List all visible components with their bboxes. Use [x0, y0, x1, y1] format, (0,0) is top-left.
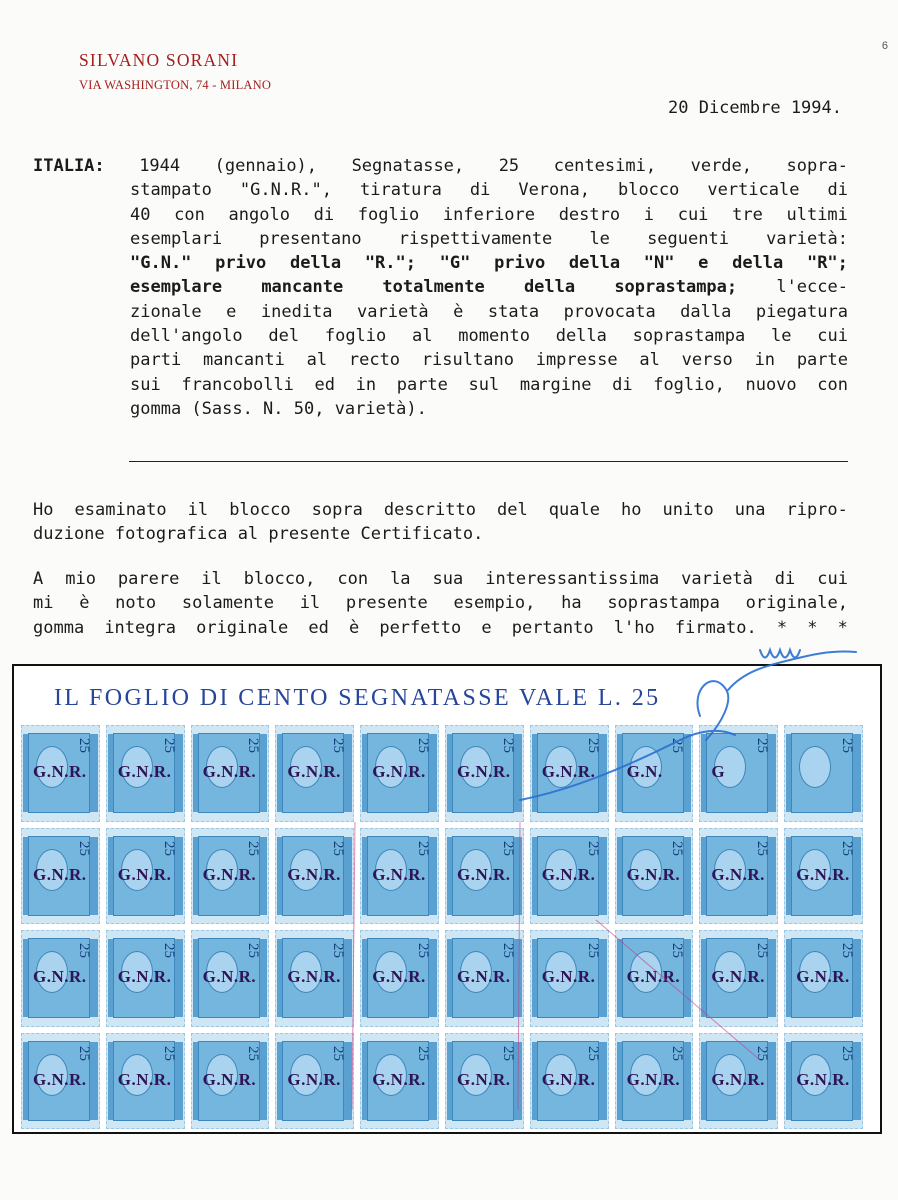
word: Segnatasse, [351, 156, 465, 176]
word: la [390, 569, 411, 589]
word: "R."; [364, 253, 416, 274]
stamp-value: 25 [669, 738, 686, 753]
overprint: G.N.R. [796, 864, 850, 884]
word: verticale [707, 180, 800, 201]
word: di [313, 204, 335, 225]
overprint: G.N.R. [117, 762, 172, 781]
word: gomma [33, 617, 85, 638]
word: seguenti [647, 228, 729, 249]
word: Verona, [518, 180, 590, 201]
word: è [79, 593, 90, 614]
overprint: G.N.R. [541, 864, 596, 884]
word: parere [117, 569, 180, 589]
word: varietà [357, 301, 429, 322]
stamp-value: 25 [160, 943, 177, 958]
stamp-sheet-photo [12, 664, 882, 1134]
stamp [360, 930, 439, 1027]
overprint: G.N.R. [202, 967, 257, 986]
word: ha [561, 593, 582, 614]
word: soprastampa; [614, 277, 738, 298]
stamp-value: 25 [330, 943, 347, 958]
stamp-value: 25 [414, 840, 431, 856]
word: originale [196, 617, 289, 638]
stamp [360, 828, 439, 925]
stamp-value: 25 [245, 1045, 262, 1061]
word: "R"; [806, 253, 848, 274]
word: di [827, 180, 848, 201]
sheet-margin-inscription: IL FOGLIO DI CENTO SEGNATASSE VALE L. 25 [54, 685, 661, 711]
text-line [33, 324, 848, 348]
stamp [699, 1033, 778, 1130]
word: Ho [33, 500, 54, 520]
word: ed [314, 374, 336, 395]
signature-stroke [760, 650, 800, 658]
stamp [615, 930, 694, 1027]
letterhead [79, 50, 271, 93]
text-line [33, 567, 848, 591]
stamp-value: 25 [245, 738, 262, 753]
stamp [21, 930, 100, 1027]
stamp-value: 25 [584, 1045, 601, 1061]
stamp-value: 25 [414, 943, 431, 958]
word: di [612, 374, 633, 395]
word: e [226, 301, 237, 322]
overprint: G.N.R. [287, 762, 341, 781]
word: della [568, 253, 621, 274]
overprint: G.N.R. [796, 967, 850, 986]
stamp-value: 25 [669, 840, 686, 856]
word: l'ho [613, 617, 655, 638]
stamp [530, 725, 609, 822]
stamp-value: 25 [584, 738, 601, 753]
text-line [33, 373, 848, 397]
stamp [699, 725, 778, 822]
word: privo [215, 253, 267, 274]
word: blocco, [243, 569, 316, 589]
word: sua [432, 569, 464, 589]
text-line [33, 348, 848, 372]
stamp [106, 1033, 185, 1130]
word: in [355, 374, 377, 395]
text-line [33, 154, 848, 178]
overprint: G.N. [626, 762, 663, 781]
stamp [106, 725, 185, 822]
stamp-value: 25 [838, 840, 855, 856]
word: * [776, 617, 788, 638]
overprint: G.N.R. [33, 1069, 87, 1089]
overprint: G.N.R. [711, 1069, 765, 1089]
description-underline [129, 461, 848, 462]
word: parte [796, 350, 848, 371]
stamp-value: 25 [75, 943, 92, 958]
word: parte [396, 374, 448, 395]
word: foglio [324, 326, 387, 347]
overprint: G.N.R. [33, 762, 87, 781]
stamp-value: 25 [499, 840, 516, 856]
word: totalmente [382, 277, 485, 298]
overprint: G.N.R. [626, 864, 681, 884]
overprint: G.N.R. [541, 1069, 596, 1089]
text-run: gomma (Sass. N. 50, varietà). [130, 398, 427, 419]
word: ed [308, 617, 329, 638]
stamp [445, 828, 524, 925]
word: sopra [311, 500, 363, 520]
word: al [639, 350, 660, 371]
word: 25 [498, 156, 520, 176]
stamp [784, 930, 863, 1027]
stamp-value: 25 [160, 1045, 177, 1061]
word: il [201, 569, 222, 589]
stamp [106, 930, 185, 1027]
stamp [615, 828, 694, 925]
overprint: G.N.R. [711, 967, 765, 986]
stamp [784, 828, 863, 925]
word: l'ecce- [776, 277, 848, 298]
word: e [481, 617, 492, 638]
word: * [807, 617, 818, 638]
stamp [275, 1033, 354, 1130]
word: "G.N.R.", [239, 180, 332, 201]
text-line [33, 300, 848, 324]
text-line [33, 227, 848, 251]
stamp-value: 25 [584, 840, 601, 856]
word: al [306, 350, 328, 371]
stamp-value: 25 [838, 943, 855, 958]
overprint: G.N.R. [457, 864, 511, 884]
overprint: G.N.R. [457, 1069, 511, 1089]
word: solamente [181, 593, 274, 614]
stamp-value: 25 [754, 1045, 771, 1061]
word: il [299, 593, 321, 614]
stamp-value: 25 [499, 943, 516, 958]
word: foglio [357, 204, 420, 225]
overprint: G.N.R. [287, 1069, 341, 1089]
stamp-value: 25 [669, 1045, 686, 1061]
word: 40 [130, 204, 151, 225]
word: quale [548, 500, 600, 520]
word: interessantissima [485, 569, 660, 589]
stamp [360, 725, 439, 822]
word: sopra- [786, 156, 848, 176]
word: parti [130, 350, 182, 371]
word: in [754, 350, 776, 371]
text-line [33, 203, 848, 227]
overprint: G.N.R. [202, 1069, 257, 1089]
word: privo [494, 253, 546, 274]
word: le [771, 326, 792, 347]
overprint: G.N.R. [33, 864, 87, 884]
word: del [497, 500, 528, 520]
word: ripro- [786, 500, 848, 520]
stamp-value: 25 [838, 1045, 855, 1061]
word: provocata [563, 301, 656, 322]
word: tiratura [359, 180, 442, 201]
stamp [530, 930, 609, 1027]
overprint: G.N.R. [541, 762, 596, 781]
word: stata [487, 301, 540, 322]
text-line [33, 397, 848, 421]
stamp-value: 25 [330, 738, 347, 753]
stamp-value: 25 [75, 738, 92, 753]
word: mi [33, 593, 54, 614]
stamp-value: 25 [499, 738, 516, 753]
word: sul [468, 374, 500, 395]
text-line [33, 616, 848, 640]
text-line [33, 522, 848, 546]
word: rispettivamente [398, 228, 553, 249]
word: "G.N." [130, 253, 192, 274]
overprint: G.N.R. [457, 967, 511, 986]
word: dalla [680, 301, 732, 322]
stamp-value: 25 [754, 943, 771, 958]
word: "G" [439, 253, 471, 274]
word: risultano [421, 350, 514, 371]
word: integra [104, 617, 176, 638]
overprint: G.N.R. [287, 864, 341, 884]
overprint: G.N.R. [626, 1069, 681, 1089]
stamp-value: 25 [245, 943, 262, 958]
word: della [289, 253, 342, 274]
word: A [33, 569, 44, 589]
stamp [21, 1033, 100, 1130]
word: e [698, 253, 709, 274]
word: cui [817, 569, 848, 589]
word: le [589, 228, 610, 249]
word: noto [115, 593, 157, 614]
stamp [445, 1033, 524, 1130]
word: francobolli [181, 374, 294, 395]
stamp-value: 25 [414, 738, 431, 753]
word: soprastampa [607, 593, 720, 614]
word: della [523, 277, 576, 298]
word: di [469, 180, 491, 201]
stamp [191, 828, 270, 925]
word: unito [662, 500, 714, 520]
word: cui [677, 204, 709, 225]
word: stampato [130, 180, 212, 201]
word: una [734, 500, 766, 520]
stamp-value: 25 [330, 1045, 347, 1061]
word: descritto [383, 500, 476, 520]
word: dell'angolo [130, 326, 243, 347]
word: di [774, 569, 796, 589]
word: nuovo [745, 374, 797, 395]
word: impresse [535, 350, 618, 371]
word: sui [130, 374, 161, 395]
word: * [837, 617, 848, 638]
word: verde, [690, 156, 753, 176]
word: angolo [228, 204, 290, 225]
word: ho [620, 500, 642, 520]
word: è [453, 301, 464, 322]
overprint: G.N.R. [33, 967, 87, 986]
word: ITALIA: [33, 156, 105, 176]
word: il [187, 500, 209, 520]
opinion-paragraph [33, 567, 848, 640]
stamp-value: 25 [330, 840, 347, 856]
stamp [191, 1033, 270, 1130]
stamp-value: 25 [754, 738, 771, 753]
overprint: G.N.R. [796, 1069, 850, 1089]
word: della [555, 326, 607, 347]
word: al [412, 326, 433, 347]
word: perfetto [379, 617, 462, 638]
overprint: G.N.R. [117, 967, 172, 986]
stamp [699, 930, 778, 1027]
stamp-value: 25 [838, 738, 855, 753]
word: pertanto [511, 617, 594, 638]
overprint: G.N.R. [541, 967, 596, 986]
word: i [643, 204, 655, 225]
text-line [33, 178, 848, 202]
word: margine [519, 374, 592, 395]
stamp-block [18, 722, 866, 1132]
word: mio [65, 569, 96, 589]
text-run: duzione fotografica al presente Certificato. [33, 524, 484, 545]
letterhead-address: VIA WASHINGTON, 74 - MILANO [79, 78, 272, 92]
overprint: G.N.R. [287, 967, 341, 986]
word: mancante [261, 277, 344, 298]
word: foglio, [653, 374, 725, 395]
text-line [33, 591, 848, 615]
stamp-description [33, 154, 848, 421]
word: cui [817, 326, 848, 347]
word: esemplari [130, 228, 223, 249]
stamp [275, 930, 354, 1027]
word: zionale [130, 301, 202, 322]
word: con [817, 374, 848, 395]
stamp-emblem [799, 746, 831, 788]
overprint: G.N.R. [117, 864, 172, 884]
overprint: G.N.R. [202, 762, 257, 781]
word: blocco [229, 500, 291, 520]
word: esaminato [74, 500, 167, 520]
stamp [275, 725, 354, 822]
word: è [348, 617, 360, 638]
word: "N" [643, 253, 675, 274]
certificate-date: 20 Dicembre 1994. [668, 98, 842, 118]
stamp [530, 1033, 609, 1130]
stamp [106, 828, 185, 925]
word: (gennaio), [214, 156, 318, 176]
word: blocco [617, 180, 680, 201]
stamp-value: 25 [754, 840, 771, 856]
text-line [33, 498, 848, 522]
word: con [174, 204, 205, 225]
word: mancanti [202, 350, 285, 371]
stamp [784, 725, 863, 822]
overprint: G.N.R. [117, 1069, 172, 1089]
overprint: G.N.R. [457, 762, 511, 781]
word: inferiore [442, 204, 536, 225]
word: recto [348, 350, 401, 371]
word: momento [458, 326, 530, 347]
stamp [784, 1033, 863, 1130]
stamp-value: 25 [160, 738, 177, 753]
stamp-value: 25 [75, 840, 92, 856]
stamp [21, 828, 100, 925]
word: piegatura [755, 301, 848, 322]
stamp [699, 828, 778, 925]
word: tre [732, 204, 763, 225]
word: 1944 [139, 156, 181, 176]
word: centesimi, [553, 156, 657, 176]
corner-mark: 6 [881, 40, 888, 52]
word: esempio, [453, 593, 536, 614]
stamp [21, 725, 100, 822]
stamp [445, 930, 524, 1027]
stamp-value: 25 [669, 943, 686, 958]
text-line [33, 251, 848, 275]
stamp [615, 725, 694, 822]
stamp [445, 725, 524, 822]
stamp [275, 828, 354, 925]
word: presente [345, 593, 428, 614]
word: firmato. [674, 617, 757, 638]
text-line [33, 275, 848, 299]
overprint: G.N.R. [372, 1069, 426, 1089]
overprint: G.N.R. [372, 864, 426, 884]
stamp [360, 1033, 439, 1130]
stamp-value: 25 [584, 943, 601, 958]
word: del [268, 326, 300, 347]
word: ultimi [786, 204, 848, 225]
examination-paragraph [33, 498, 848, 547]
word: originale, [745, 593, 848, 614]
overprint: G.N.R. [372, 762, 426, 781]
word: varietà [681, 569, 753, 589]
stamp [191, 930, 270, 1027]
word: destro [558, 204, 621, 225]
stamp-value: 25 [499, 1045, 516, 1061]
word: della [732, 253, 784, 274]
stamp-value: 25 [75, 1045, 92, 1061]
word: con [337, 569, 369, 589]
word: presentano [259, 228, 362, 249]
stamp-value: 25 [245, 840, 262, 856]
word: esemplare [130, 277, 223, 298]
word: varietà: [766, 228, 848, 249]
word: soprastampa [632, 326, 746, 347]
stamp [530, 828, 609, 925]
stamp-value: 25 [414, 1045, 431, 1061]
stamp [191, 725, 270, 822]
word: verso [681, 350, 733, 371]
overprint: G.N.R. [202, 864, 257, 884]
overprint: G [711, 762, 726, 781]
stamp [615, 1033, 694, 1130]
stamp-value: 25 [160, 840, 177, 856]
overprint: G.N.R. [626, 967, 681, 986]
word: inedita [260, 301, 333, 322]
overprint: G.N.R. [711, 864, 765, 884]
overprint: G.N.R. [372, 967, 426, 986]
letterhead-name: SILVANO SORANI [79, 50, 239, 70]
